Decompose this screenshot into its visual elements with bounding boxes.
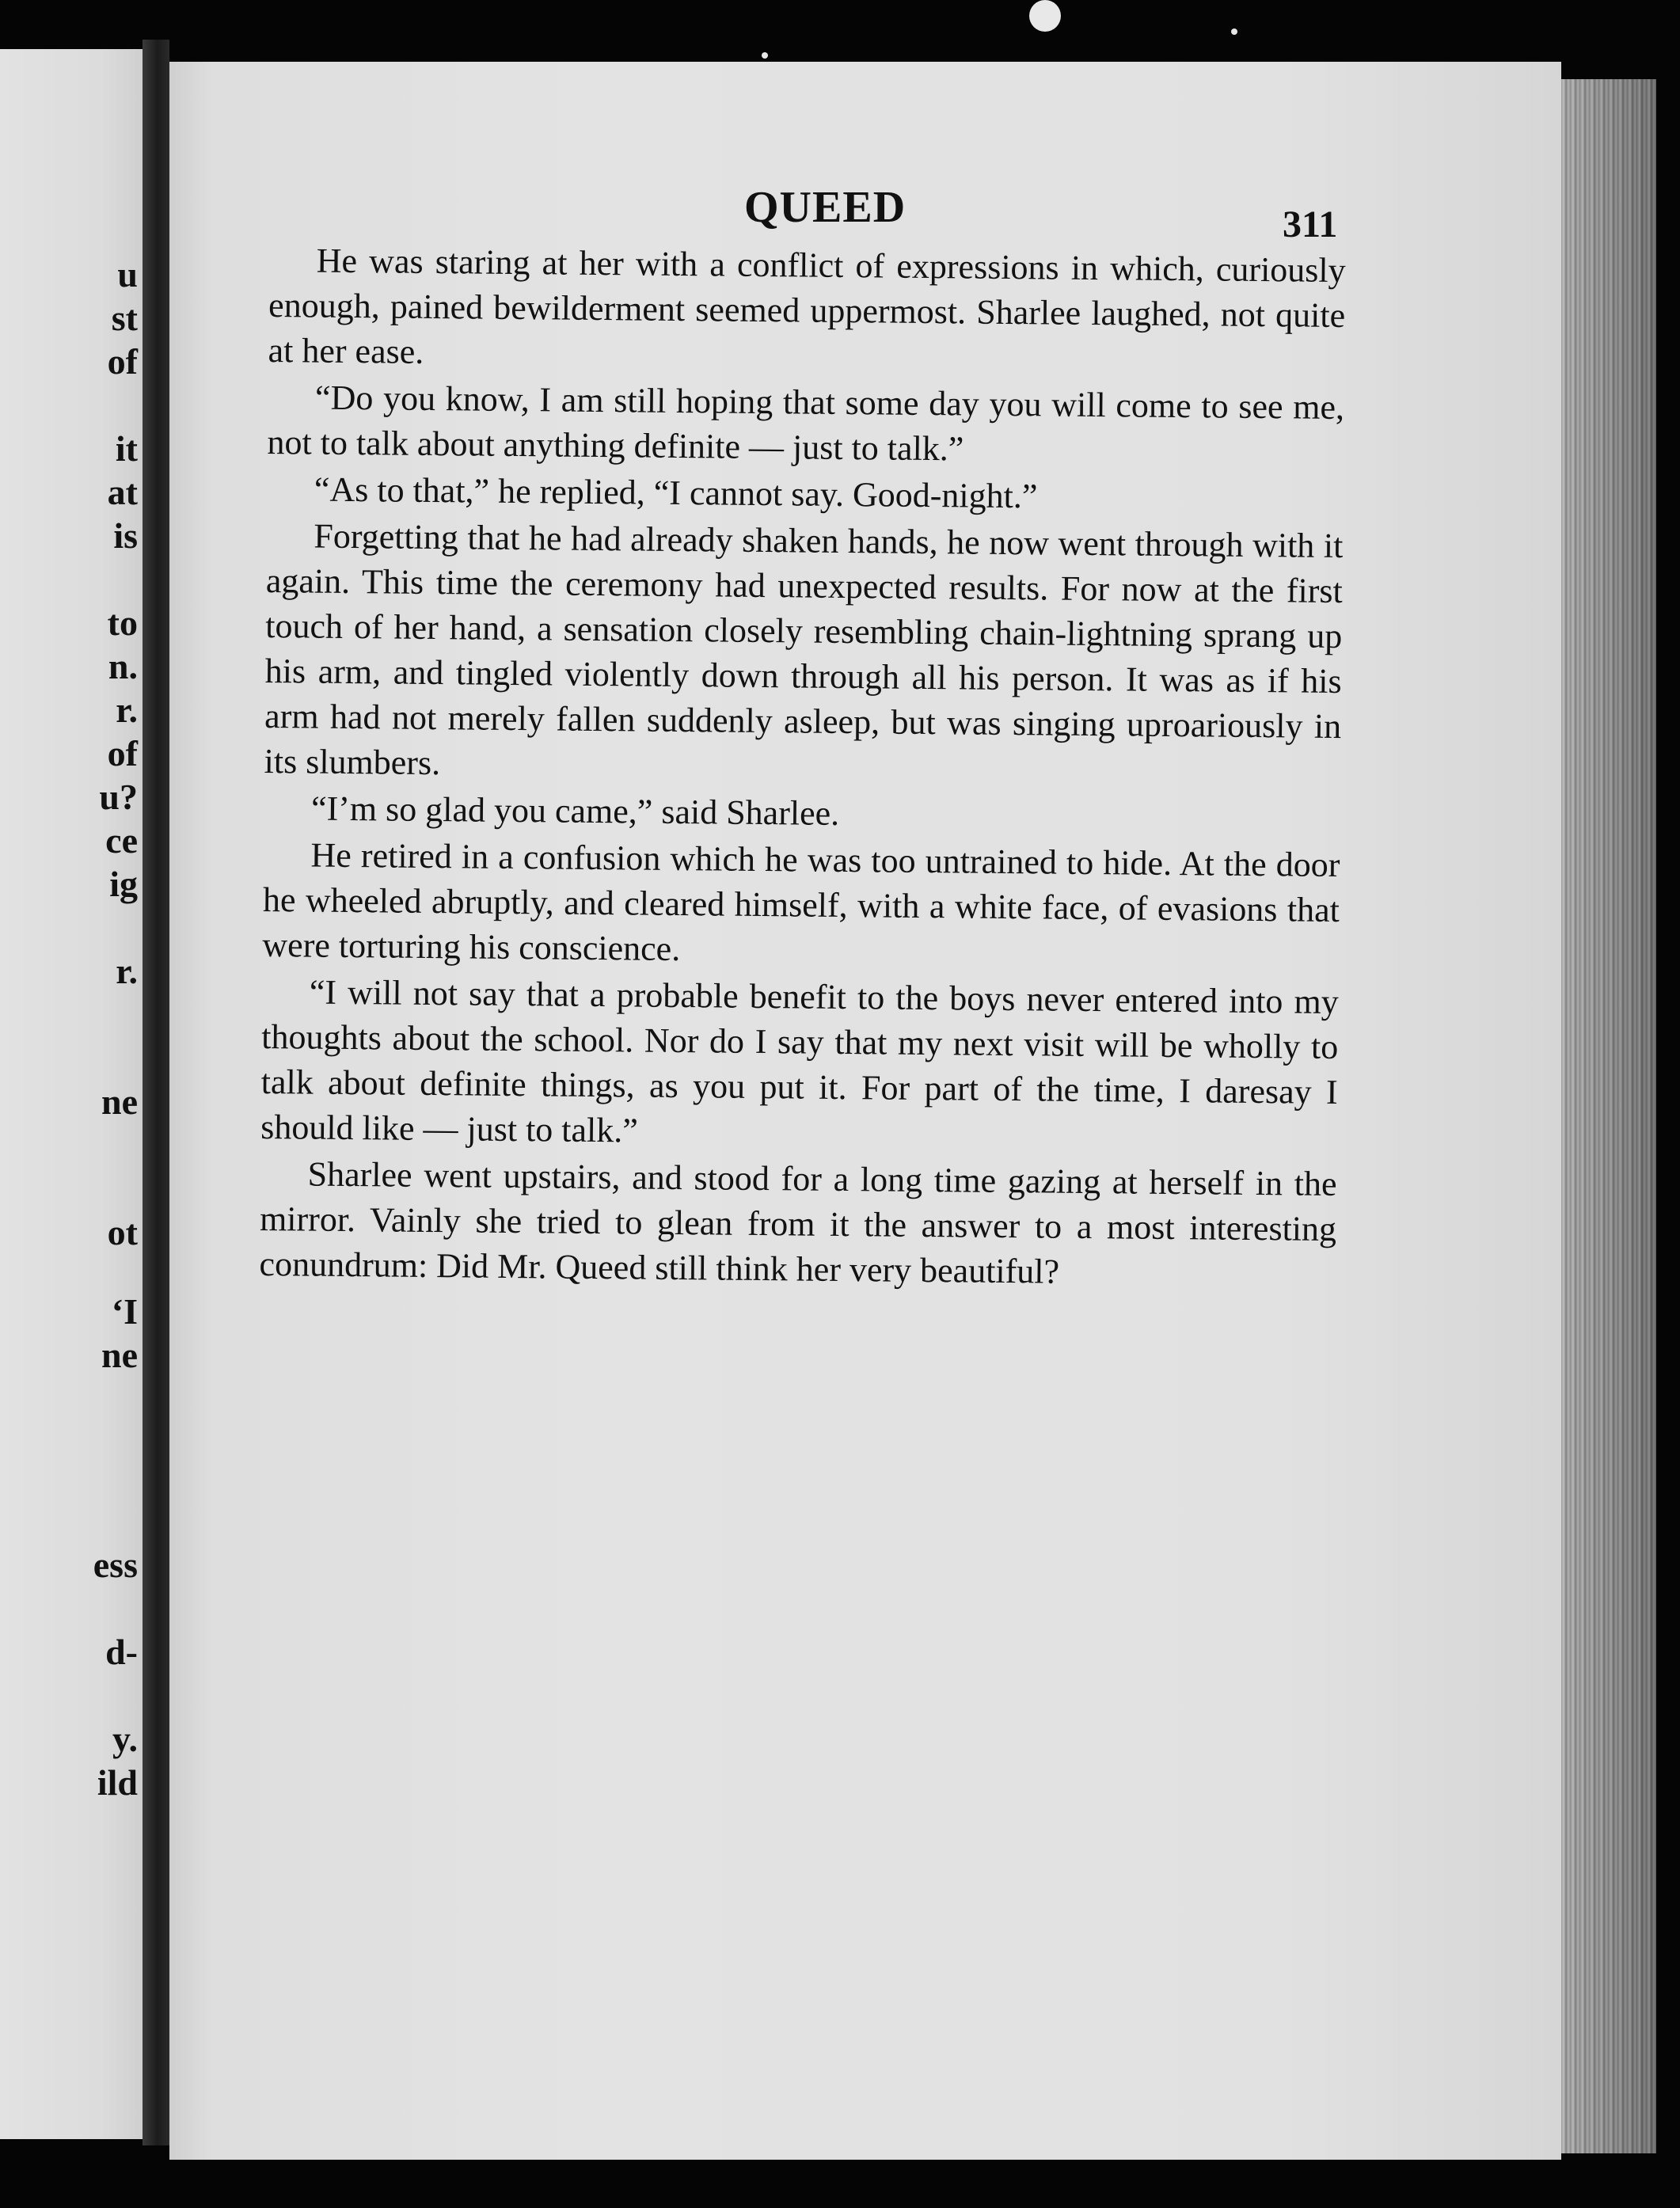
left-page-fragment: y. bbox=[112, 1719, 138, 1759]
paragraph: He was staring at her with a conflict of expressions in which, curiously enough, pained bewilderment seemed uppermost. Sharlee laughed, not quite at her ease. bbox=[268, 241, 1346, 371]
left-page-fragment: is bbox=[113, 515, 138, 556]
left-page-fragment: ot bbox=[107, 1212, 138, 1252]
scan-speck bbox=[1029, 0, 1061, 32]
paragraph: “I will not say that a probable benefit to the boys never entered into my thoughts about the school. Nor do I say that my next visit will be wholly to talk about definite things, as you put it. For part of the time, I daresay I should like — just to talk.” bbox=[260, 972, 1340, 1150]
left-page-fragment: ig bbox=[109, 864, 138, 904]
left-page-fragment: u bbox=[117, 254, 138, 295]
left-page-fragment: ild bbox=[97, 1762, 138, 1803]
left-page-fragment: it bbox=[115, 428, 138, 469]
left-facing-page bbox=[0, 49, 143, 2139]
body-text bbox=[259, 238, 1346, 1297]
page-edges-shade bbox=[1561, 79, 1656, 2153]
left-page-fragment: n. bbox=[108, 646, 138, 686]
paragraph: “Do you know, I am still hoping that some day you will come to see me, not to talk about anything definite — just to talk.” bbox=[267, 378, 1345, 469]
left-page-fragment: of bbox=[107, 341, 138, 382]
left-page-fragment: to bbox=[107, 602, 138, 643]
paragraph: “I’m so glad you came,” said Sharlee. bbox=[310, 789, 840, 833]
scan-speck bbox=[1231, 29, 1237, 35]
paragraph: Sharlee went upstairs, and stood for a long time gazing at herself in the mirror. Vainly she tried to glean from it the answer to a most interesting conundrum: Did Mr. Queed still think her very beautiful? bbox=[259, 1154, 1337, 1291]
left-page-fragment: at bbox=[107, 472, 138, 512]
paragraph: “As to that,” he replied, “I cannot say. Good-night.” bbox=[314, 469, 1038, 516]
left-page-fragment: ess bbox=[93, 1545, 138, 1585]
book-gutter bbox=[143, 40, 169, 2145]
left-page-fragment: u? bbox=[99, 777, 138, 817]
running-head: QUEED bbox=[744, 183, 907, 232]
left-page-fragment: r. bbox=[116, 951, 138, 991]
page-number: 311 bbox=[1283, 203, 1338, 245]
left-page-fragment: st bbox=[111, 298, 138, 338]
paragraph: Forgetting that he had already shaken hands, he now went through with it again. This time the ceremony had unexpected results. For now at the first touch of her hand, a sensation closely resembling chain-lightning sprang up his arm, and tingled violently down through all his person. It was as if his arm had not merely fallen suddenly asleep, but was singing uproariously in its slumbers. bbox=[264, 516, 1344, 783]
paragraph: He retired in a confusion which he was too untrained to hide. At the door he wheeled abruptly, and cleared himself, with a white face, of evasions that were torturing his conscience. bbox=[262, 835, 1340, 969]
left-page-fragment: of bbox=[107, 733, 138, 773]
left-page-fragment: ne bbox=[101, 1081, 138, 1122]
page-edges bbox=[1561, 79, 1656, 2153]
left-page-fragment: ne bbox=[101, 1335, 138, 1375]
left-page-fragment: r. bbox=[116, 690, 138, 730]
left-page-fragment: ‘I bbox=[111, 1291, 138, 1332]
left-page-fragment: d- bbox=[105, 1632, 138, 1672]
scan-speck bbox=[762, 52, 768, 59]
left-page-fragment: ce bbox=[105, 820, 138, 861]
